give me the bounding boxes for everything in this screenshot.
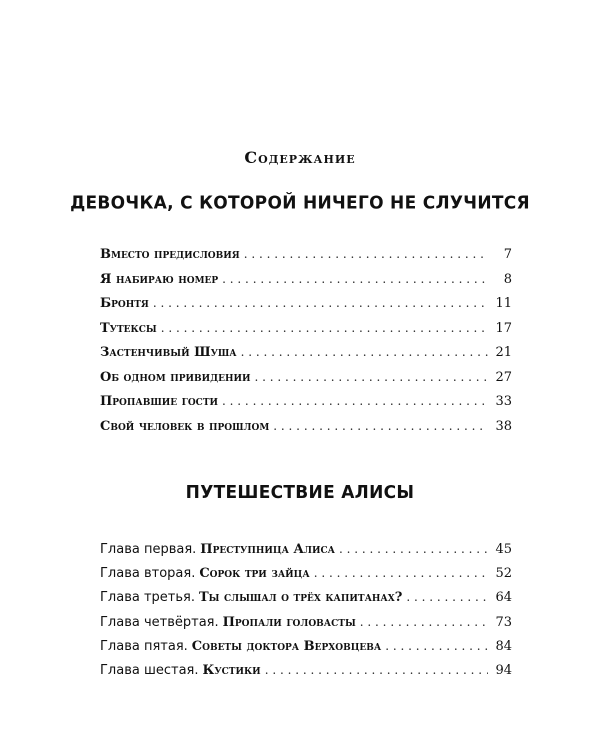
page-number: 73 <box>495 614 512 630</box>
section-title-2: ПУТЕШЕСТВИЕ АЛИСЫ <box>185 482 415 504</box>
toc-entry[interactable] <box>100 637 512 661</box>
chapter-label: Глава четвёртая. <box>100 614 219 630</box>
page-number: 11 <box>495 296 512 311</box>
chapter-label: Глава третья. <box>100 590 195 606</box>
entry-title: Свой человек в прошлом <box>100 418 270 434</box>
toc-entry[interactable] <box>100 564 512 588</box>
toc-entry[interactable] <box>100 368 512 393</box>
toc-list-section-2 <box>100 540 512 685</box>
dot-leader <box>360 613 488 631</box>
entry-title: Пропали головасты <box>222 614 356 630</box>
dot-leader <box>254 368 488 386</box>
dot-leader <box>153 294 488 312</box>
page-number: 21 <box>495 345 512 360</box>
entry-title: Преступница Алиса <box>200 542 335 557</box>
toc-entry[interactable] <box>100 417 512 442</box>
chapter-label: Глава шестая. <box>100 662 199 678</box>
toc-entry[interactable] <box>100 319 512 344</box>
page-number: 7 <box>503 247 512 262</box>
toc-entry[interactable] <box>100 392 512 417</box>
entry-title: Об одном привидении <box>100 369 251 385</box>
entry-title: Тутексы <box>100 320 157 336</box>
dot-leader <box>265 661 488 679</box>
dot-leader <box>273 417 488 435</box>
dot-leader <box>339 540 488 558</box>
contents-heading: Содержание <box>244 148 356 167</box>
page-number: 33 <box>495 394 512 409</box>
toc-list-section-1 <box>100 245 512 441</box>
entry-title: Кустики <box>202 662 261 678</box>
toc-entry[interactable] <box>100 661 512 685</box>
page-number: 38 <box>495 418 512 434</box>
page-number: 84 <box>495 638 512 654</box>
toc-entry[interactable] <box>100 588 512 612</box>
toc-entry[interactable] <box>100 343 512 368</box>
entry-title: Я набираю номер <box>100 271 219 287</box>
dot-leader <box>222 270 488 288</box>
entry-title: Сорок три зайца <box>199 566 310 582</box>
page-number: 52 <box>495 566 512 582</box>
dot-leader <box>241 343 488 361</box>
page-number: 45 <box>495 542 512 557</box>
chapter-label: Глава пятая. <box>100 638 188 654</box>
section-title-1: ДЕВОЧКА, С КОТОРОЙ НИЧЕГО НЕ СЛУЧИТСЯ <box>70 192 530 214</box>
dot-leader <box>314 564 488 582</box>
entry-title: Вместо предисловия <box>100 247 240 262</box>
entry-title: Ты слышал о трёх капитанах? <box>198 590 403 606</box>
entry-title: Бронтя <box>100 296 149 311</box>
toc-entry[interactable] <box>100 294 512 319</box>
entry-title: Застенчивый Шуша <box>100 345 237 360</box>
page-number: 27 <box>495 369 512 385</box>
dot-leader <box>161 319 488 337</box>
dot-leader <box>406 588 488 606</box>
toc-entry[interactable] <box>100 245 512 270</box>
toc-entry[interactable] <box>100 270 512 295</box>
dot-leader <box>385 637 488 655</box>
chapter-label: Глава вторая. <box>100 566 196 582</box>
dot-leader <box>222 392 488 410</box>
page-number: 64 <box>495 590 512 606</box>
entry-title: Советы доктора Верховцева <box>191 638 382 654</box>
toc-entry[interactable] <box>100 540 512 564</box>
page-number: 8 <box>503 271 512 287</box>
toc-entry[interactable] <box>100 613 512 637</box>
entry-title: Пропавшие гости <box>100 394 219 409</box>
chapter-label: Глава первая. <box>100 542 197 557</box>
page-number: 17 <box>495 320 512 336</box>
page-number: 94 <box>495 662 512 678</box>
dot-leader <box>244 245 488 263</box>
